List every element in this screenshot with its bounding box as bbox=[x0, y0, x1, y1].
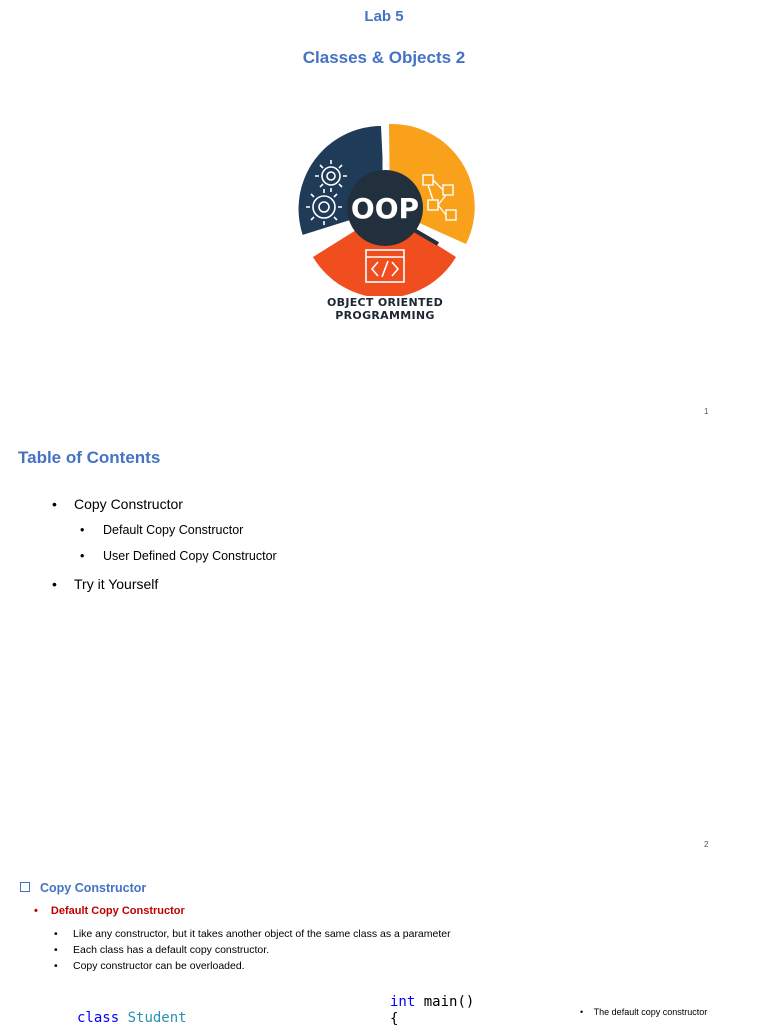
logo-text: OOP bbox=[350, 192, 420, 225]
slide-subtitle: Classes & Objects 2 bbox=[302, 48, 466, 67]
bullet-icon: • bbox=[80, 549, 85, 563]
bullet-icon: • bbox=[54, 960, 58, 972]
toc-item bbox=[80, 523, 244, 537]
subsection-heading-text: Default Copy Constructor bbox=[50, 905, 185, 917]
toc-item-label: Try it Yourself bbox=[74, 576, 159, 592]
page-number-2: 2 bbox=[704, 840, 709, 849]
section-heading-text: Copy Constructor bbox=[40, 881, 147, 895]
subsection-heading bbox=[34, 905, 185, 917]
bullet-icon: • bbox=[52, 576, 57, 592]
toc-item bbox=[52, 496, 183, 512]
toc-item-label: Default Copy Constructor bbox=[103, 523, 244, 537]
toc-item bbox=[80, 549, 277, 563]
checkbox-bullet-icon bbox=[20, 882, 30, 892]
code-keyword: class bbox=[77, 1010, 120, 1026]
bullet-icon: • bbox=[580, 1007, 584, 1017]
oop-logo bbox=[278, 120, 492, 320]
side-note-text: The default copy constructor bbox=[593, 1007, 708, 1017]
list-item-text: Each class has a default copy constructor. bbox=[73, 944, 270, 956]
code-brace: { bbox=[390, 1011, 399, 1027]
code-text: main() bbox=[423, 994, 475, 1010]
list-item bbox=[54, 944, 270, 956]
bullet-icon: • bbox=[34, 905, 38, 917]
code-keyword: int bbox=[390, 994, 416, 1010]
lab-title: Lab 5 bbox=[364, 8, 404, 25]
bullet-icon: • bbox=[54, 928, 58, 940]
code-type: Student bbox=[127, 1010, 187, 1026]
list-item bbox=[54, 960, 245, 972]
toc-item-label: Copy Constructor bbox=[74, 496, 183, 512]
toc-heading: Table of Contents bbox=[18, 448, 161, 467]
page-number-1: 1 bbox=[704, 407, 709, 416]
list-item-text: Like any constructor, but it takes another object of the same class as a parameter bbox=[73, 928, 451, 940]
side-note bbox=[580, 1007, 707, 1017]
bullet-icon: • bbox=[80, 523, 85, 537]
logo-caption: OBJECT ORIENTED PROGRAMMING bbox=[326, 296, 444, 322]
list-item bbox=[54, 928, 451, 940]
toc-item-label: User Defined Copy Constructor bbox=[103, 549, 277, 563]
section-heading bbox=[20, 881, 146, 895]
code-snippet-main bbox=[390, 994, 474, 1010]
toc-item bbox=[52, 576, 159, 592]
list-item-text: Copy constructor can be overloaded. bbox=[73, 960, 245, 972]
oop-logo-graphic bbox=[278, 120, 492, 296]
bullet-icon: • bbox=[52, 496, 57, 512]
bullet-icon: • bbox=[54, 944, 58, 956]
